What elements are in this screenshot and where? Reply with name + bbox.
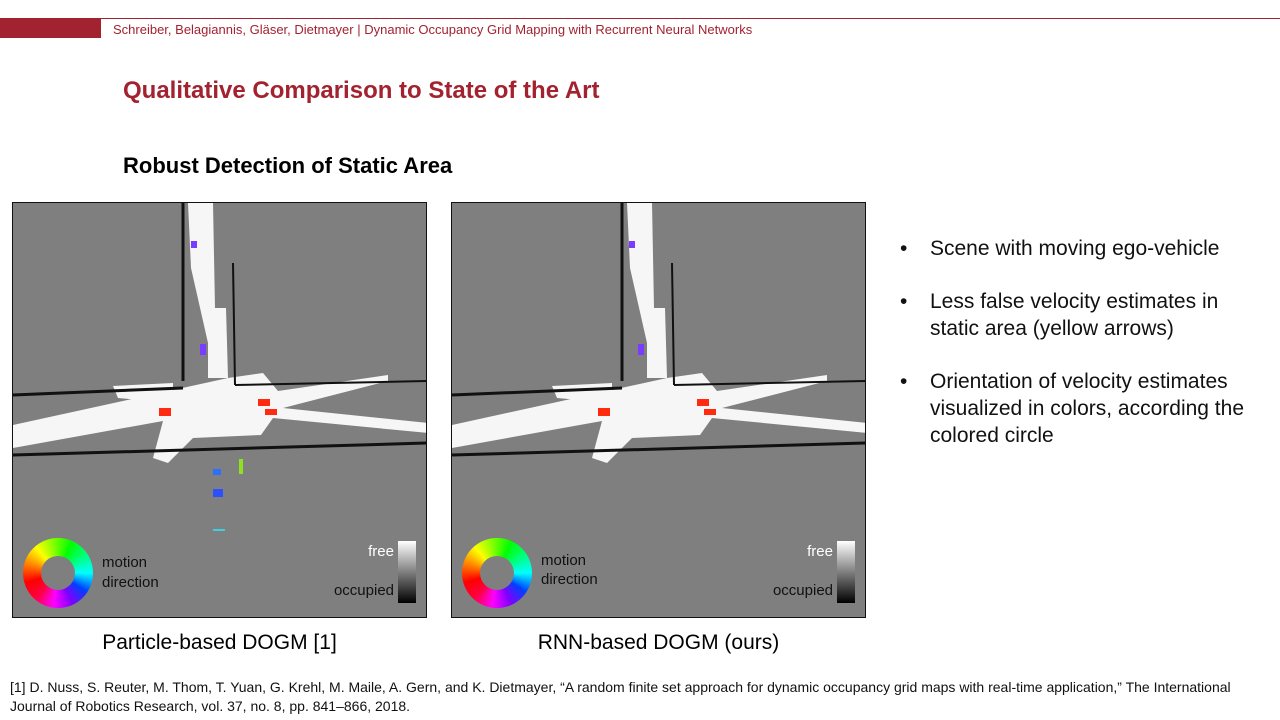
- occupancy-gradient-scale: [837, 541, 855, 603]
- bullet-item: • Less false velocity estimates in static area (yellow arrows): [900, 288, 1270, 342]
- rnn-dogm-caption: RNN-based DOGM (ours): [537, 631, 780, 654]
- header-rule: [0, 18, 1280, 19]
- motion-direction-color-wheel-icon: [462, 538, 532, 608]
- free-label: free: [807, 543, 833, 560]
- bullet-item: • Scene with moving ego-vehicle: [900, 235, 1270, 262]
- direction-label: direction: [541, 571, 598, 588]
- reference-footnote: [1] D. Nuss, S. Reuter, M. Thom, T. Yuan, G. Krehl, M. Maile, A. Gern, and K. Dietmayer, “A random finite set approach for dynamic occupancy grid maps with real-time application,” The International Journal of Robotics Research, vol. 37, no. 8, pp. 841–866, 2018.: [10, 679, 1231, 714]
- particle-dogm-caption: Particle-based DOGM [1]: [102, 631, 337, 654]
- occupied-label: occupied: [772, 582, 833, 599]
- direction-label: direction: [102, 574, 159, 591]
- occupied-label: occupied: [333, 582, 394, 599]
- header-citation: Schreiber, Belagiannis, Gläser, Dietmayer | Dynamic Occupancy Grid Mapping with Recurrent Neural Networks: [113, 22, 753, 37]
- rnn-dogm-map: [451, 202, 866, 618]
- motion-label: motion: [541, 552, 587, 569]
- motion-direction-color-wheel-icon: [23, 538, 93, 608]
- occupancy-gradient-scale: [398, 541, 416, 603]
- bullet-item: • Orientation of velocity estimates visualized in colors, according the colored circle: [900, 368, 1270, 449]
- slide-title: Qualitative Comparison to State of the Art: [123, 77, 600, 104]
- particle-dogm-map: [12, 202, 427, 618]
- slide-subtitle: Robust Detection of Static Area: [123, 153, 453, 178]
- header-accent-bar: [0, 19, 101, 38]
- motion-label: motion: [102, 554, 148, 571]
- bullet-list: [900, 235, 1270, 475]
- free-label: free: [368, 543, 394, 560]
